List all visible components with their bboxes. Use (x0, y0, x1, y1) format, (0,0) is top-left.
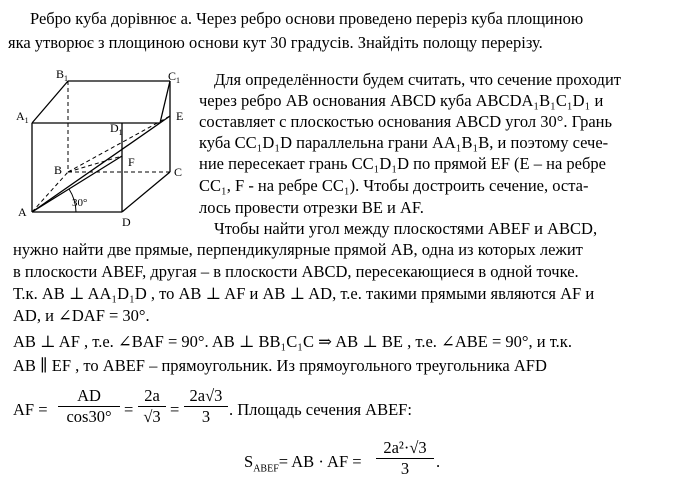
formula-area-end: . (436, 452, 441, 471)
solution-p1-line-6: CC₁, F - на ребре CC₁). Чтобы достроить сечение, оста- (199, 176, 589, 195)
angle-label: 30° (72, 197, 88, 209)
fraction-numerator: 2a²·√3 (376, 438, 434, 459)
fraction-denominator: 3 (201, 407, 211, 426)
formula-eq-1: = (124, 400, 134, 419)
fraction-area-result (376, 438, 434, 479)
formula-eq-2: = (170, 400, 180, 419)
fraction-denominator: cos30° (66, 407, 112, 426)
cube-figure (10, 68, 210, 228)
problem-line-1: Ребро куба дорівнює a. Через ребро основи проведено переріз куба площиною (30, 9, 584, 28)
fraction-numerator: AD (58, 386, 120, 407)
fraction-denominator: 3 (400, 459, 410, 478)
solution-p1-line-3: составляет с плоскостью основания ABCD угол 30°. Грань (199, 112, 613, 131)
area-mid: = AB · AF = (278, 452, 362, 471)
label-D1: $D_1$ (110, 121, 123, 137)
solution-p1-line-1: Для определённости будем считать, что сечение проходит (214, 70, 621, 89)
solution-p2-line-3: в плоскости ABEF, другая – в плоскости ABCD, пересекающиеся в одной точке. (13, 262, 579, 281)
area-symbol: S (244, 452, 254, 471)
label-B1: $B_1$ (56, 68, 69, 83)
hidden-segment-BF (68, 156, 122, 172)
solution-p2-line-5: AD, и ∠DAF = 30°. (13, 306, 150, 325)
fraction-numerator: 2a√3 (184, 386, 228, 407)
label-A: A (18, 205, 27, 219)
formula-area-lhs (244, 452, 362, 474)
solution-p1-line-4: куба CC₁D₁D параллельна грани AA₁B₁B, и поэтому сече- (199, 133, 609, 152)
fraction-ad-cos30 (58, 386, 120, 427)
solution-p1-line-2: через ребро AB основания ABCD куба ABCDA₁B₁C₁D₁ и (199, 91, 604, 110)
fraction-2a-sqrt3-over-3 (184, 386, 228, 427)
fraction-numerator: 2a (138, 386, 166, 407)
label-E: E (176, 109, 184, 123)
area-subscript: ABEF (253, 463, 279, 475)
edge-A1B1 (32, 81, 68, 123)
fraction-2a-sqrt3 (138, 386, 166, 427)
formula-tail-text: . Площадь сечения ABEF: (229, 400, 412, 419)
solution-p2-line-1: Чтобы найти угол между плоскостями ABEF и ABCD, (214, 219, 598, 238)
fraction-denominator: √3 (143, 407, 161, 426)
label-F: F (128, 155, 135, 169)
solution-p3-line-1: AB ⊥ AF , т.е. ∠BAF = 90°. AB ⊥ BB₁C₁C ⇒ AB ⊥ BE , т.е. ∠ABE = 90°, и т.к. (13, 332, 572, 351)
formula-af-lhs: AF = (13, 400, 48, 419)
solution-p2-line-4: Т.к. AB ⊥ AA₁D₁D , то AB ⊥ AF и AB ⊥ AD, т.е. такими прямыми являются AF и (13, 284, 595, 303)
solution-p3-line-2: AB ∥ EF , то ABEF – прямоугольник. Из прямоугольного треугольника AFD (13, 356, 547, 375)
problem-line-2: яка утворює з площиною основи кут 30 градусів. Знайдіть полощу перерізу. (8, 33, 543, 52)
solution-p1-line-7: лось провести отрезки BE и AF. (199, 198, 424, 217)
edge-C-D (122, 172, 170, 212)
hidden-edge-AB (32, 172, 68, 212)
label-C1: $C_1$ (168, 69, 181, 85)
solution-p2-line-2: нужно найти две прямые, перпендикулярные прямой AB, одна из которых лежит (13, 240, 583, 259)
label-D: D (122, 215, 131, 228)
label-C: C (174, 165, 183, 179)
segment-AE (32, 116, 170, 212)
label-B: B (54, 163, 63, 177)
hidden-segment-BE (68, 116, 170, 172)
solution-p1-line-5: ние пересекает грань CC₁D₁D по прямой EF (E – на ребре (199, 154, 606, 173)
label-A1: $A_1$ (16, 109, 29, 125)
